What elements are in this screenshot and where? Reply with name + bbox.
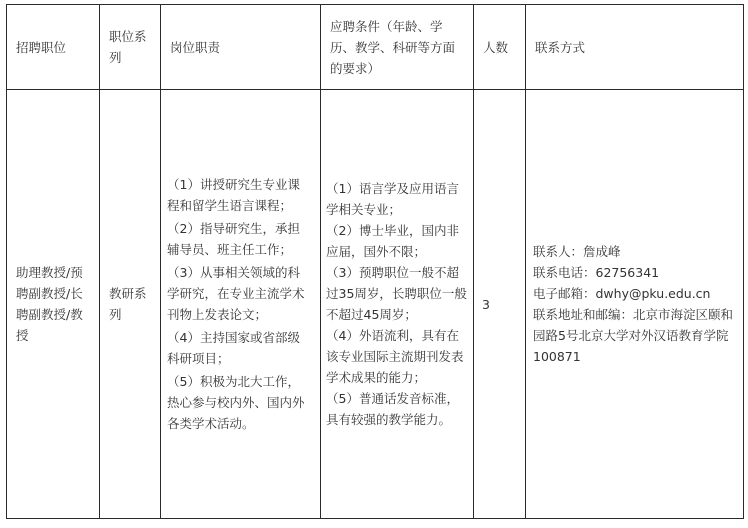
header-series: 职位系列 — [100, 5, 161, 90]
requirement-item: （4）外语流利，具有在该专业国际主流期刊发表学术成果的能力； — [326, 328, 464, 385]
contact-phone: 联系电话：62756341 — [533, 265, 660, 280]
duty-item: （4）主持国家或省部级科研项目； — [167, 330, 300, 366]
requirement-item: （5）普通话发音标准，具有较强的教学能力。 — [326, 391, 459, 427]
contact-person: 联系人：詹成峰 — [533, 244, 621, 259]
requirement-item: （3）预聘职位一般不超过35周岁，长聘职位一般不超过45周岁； — [326, 265, 467, 322]
recruitment-table — [6, 4, 744, 519]
duty-item: （5）积极为北大工作，热心参与校内外、国内外各类学术活动。 — [167, 374, 305, 431]
requirement-item: （1）语言学及应用语言学相关专业； — [326, 181, 459, 217]
duty-item: （2）指导研究生，承担辅导员、班主任工作； — [167, 221, 300, 257]
duty-item: （3）从事相关领域的科学研究，在专业主流学术刊物上发表论文； — [167, 265, 305, 322]
cell-position: 助理教授/预聘副教授/长聘副教授/教授 — [7, 90, 100, 519]
requirement-item: （2）博士毕业，国内非应届，国外不限； — [326, 223, 459, 259]
cell-count: 3 — [474, 90, 526, 519]
table-row — [7, 90, 744, 519]
header-requirements: 应聘条件（年龄、学历、教学、科研等方面的要求） — [321, 5, 474, 90]
duty-item: （1）讲授研究生专业课程和留学生语言课程； — [167, 177, 300, 213]
cell-contact — [526, 90, 744, 519]
header-count: 人数 — [474, 5, 526, 90]
contact-email: 电子邮箱：dwhy@pku.edu.cn — [533, 286, 711, 301]
header-duties: 岗位职责 — [161, 5, 321, 90]
cell-duties — [161, 90, 321, 519]
header-position: 招聘职位 — [7, 5, 100, 90]
cell-requirements — [321, 90, 474, 519]
cell-series: 教研系列 — [100, 90, 161, 519]
contact-address: 联系地址和邮编：北京市海淀区颐和园路5号北京大学对外汉语教育学院100871 — [533, 307, 734, 364]
header-contact: 联系方式 — [526, 5, 744, 90]
header-row — [7, 5, 744, 90]
